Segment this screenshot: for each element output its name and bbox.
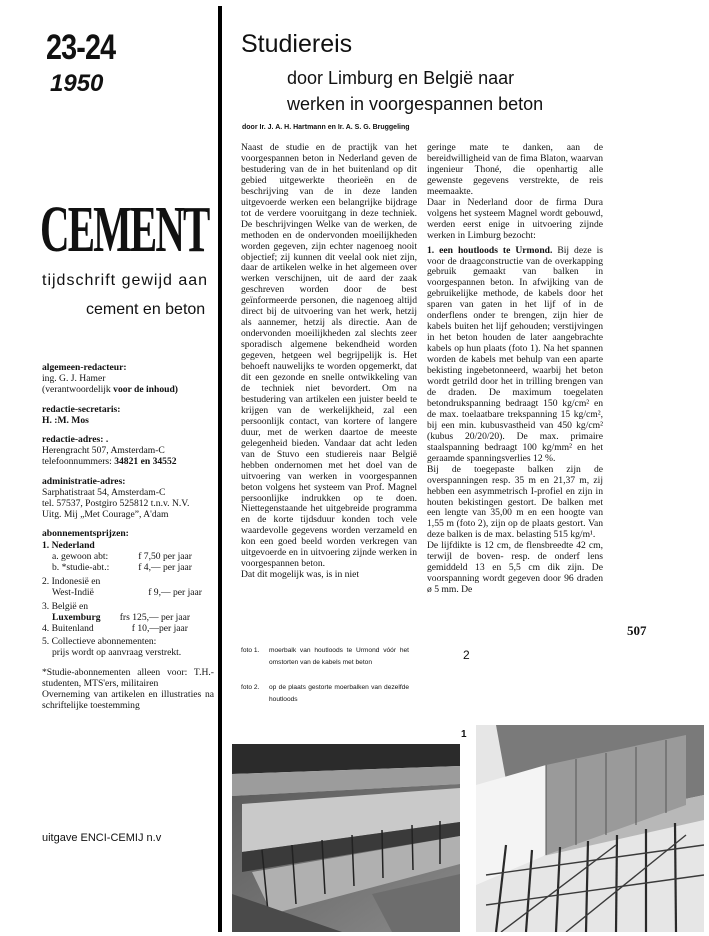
admin-heading: administratie-adres:	[42, 475, 126, 487]
col2-intro: geringe mate te danken, aan de bereidwilligheid van de fima Blaton, waarvan ingenieur Thoné, die openhartig alle gewenste gegevens verstrekte, de reis meemaakte.	[427, 142, 603, 197]
prices-heading: abonnementsprijzen:	[42, 528, 129, 540]
article-column-2	[427, 143, 603, 596]
photo-2-formwork	[476, 725, 704, 932]
collective-label: 5. Collectieve abonnementen:	[42, 636, 157, 648]
price-abroad-label: 4. Buitenland	[42, 623, 94, 635]
article-title: Studiereis	[241, 30, 353, 58]
price-indo	[42, 587, 202, 598]
masthead	[42, 362, 214, 711]
caption-2-number: foto 2.	[241, 684, 260, 691]
col2-paragraph-3	[427, 246, 603, 465]
secretary-heading: redactie-secretaris:	[42, 403, 121, 415]
price-nl-a-label: a. gewoon abt:	[52, 550, 109, 562]
col2-paragraph-4: Bij de toegepaste balken zijn de overspanningen resp. 35 m en 21,37 m, zij hebben een asymmetrisch I-profiel en zijn in houten bekistingen gestort. De balken met een lengte van 35,00 m en een hoogte van 1,55 m (foto 2), zijn op de plaats gestort. Van deze balken is de max. belasting 515 kg/m¹.	[427, 463, 603, 541]
article-authors: door Ir. J. A. H. Hartmann en Ir. A. S. G. Bruggeling	[242, 124, 410, 131]
photo-2-label: 2	[463, 648, 470, 662]
price-abroad-value: f 10,—per jaar	[131, 623, 188, 635]
article-column-1	[241, 143, 417, 581]
editor-note	[42, 384, 214, 395]
editor-note-text: (verantwoordelijk	[42, 384, 114, 396]
caption-photo-2	[241, 682, 413, 706]
price-indo-label-2: West-Indië	[52, 587, 94, 599]
publisher-line: uitgave ENCI-CEMIJ n.v	[42, 832, 162, 844]
price-nl-a-value: f 7,50 per jaar	[138, 550, 192, 562]
col2-paragraph-5: De lijfdikte is 12 cm, de flensbreedte 42 cm, terwijl de boven- resp. de onderf lens gemiddeld 13 en 5,5 cm dik zijn. De voorspanning wordt gegeven door 96 draden ø 5 mm. De	[427, 540, 603, 596]
phone-label: telefoonnummers:	[42, 456, 115, 468]
price-nl-b	[42, 562, 192, 573]
price-nl-label: 1. Nederland	[42, 539, 95, 551]
price-nl-b-label: b. *studie-abt.:	[52, 562, 110, 574]
col1-paragraph: Naast de studie en de practijk van het voorgespannen beton in Nederland geven de bestudering van de in het buitenland op dit gebied uitgewerkte theorieën en de beschrijving van de in deze landen uitgevoerde werken een belangrijke bijdrage tot de verdere vooruitgang in deze techniek. De beschrijvingen Welke van de werken, de methoden en de ondervonden moeilijkheden worden gegeven, zijn echter nagenoeg nooit objectief; zij kunnen dit veelal ook niet zijn, daar de artikelen welke in het algemeen over werken verschijnen, uit de aard der zaak geschreven worden door de best geïnformeerde personen, die nagenoeg altijd direct bij de uitvoering van het werk, hetzij als aannemer, hetzij als directie. Aan de ondervonden moeilijkheden zal slechts zeer sporadisch algemene bekendheid worden gegeven, hetgeen wel begrijpelijk is. Het behoeft nauwelijks te worden opgemerkt, dat dit een gezonde en snelle ontwikkeling van de techniek niet bevordert. Om na bestudering van artikelen een juister beeld te krijgen van de werkelijkheid, zal een persoonlijk contact, van kortere of langere duur, met de werken daartoe de meeste gelegenheid bieden. Vandaar dat acht leden van de Stuvo een studiereis naar België hebben ondernomen met het doel van de uitvoering van werken in voorgespannen beton volgens het systeem van Prof. Magnel persoonlijke indrukken op te doen. Niettegenstaande het uitgebreide programma en de korte tijdsduur konden toch vele waardevolle gegevens worden verzameld en kon een goed beeld worden verkregen van uitgevoerde en in uitvoering zijnde werken in voorgespannen beton.	[241, 142, 417, 570]
col2-section-text: Bij deze is voor de draagconstructie van de overkapping gebruik gemaakt van balken in voorgespannen beton. In afwijking van de gebruikelijke methode, de kabels door het sparen van gaten in het lijf of in de onderflens onder te brengen, zijn hier de kabels buiten het lijf gehouden; verstijvingen in het beton houden de later aangebrachte kabels op hun plaats (foto 1). Na het spannen worden de kabels met behulp van een aparte bekisting ingebetonneerd, waarbij het beton wordt getrild door het in trilling brengen van de draden. De maximum toegelaten betondrukspanning bedraagt 150 kg/cm² en de max. toelaatbare trekspanning 15 kg/cm², bij een min. kubusvastheid van 450 kg/cm² (kubus 20/20/20). De max. primaire staalspanning bedraagt 100 kg/mm² en het geraamde spanningsverlies 12 %.	[427, 244, 603, 464]
collective-note: prijs wordt op aanvraag verstrekt.	[52, 647, 182, 659]
caption-1-text: moerbalk van houtloods te Urmond vóór het omstorten van de kabels met beton	[269, 647, 409, 666]
article-subtitle-line-2: werken in voorgespannen beton	[287, 94, 544, 114]
magazine-logo: CEMENT	[40, 193, 209, 266]
col2-paragraph-2: Daar in Nederland door de firma Dura volgens het systeem Magnel wordt gebouwd, werden eerst enige in uitvoering zijnde werken in Limburg bezocht:	[427, 196, 603, 241]
reprint-note: Overneming van artikelen en illustraties na schriftelijke toestemming	[42, 689, 214, 712]
editor-heading: algemeen-redacteur:	[42, 362, 127, 373]
tagline-line-2: cement en beton	[86, 301, 206, 318]
student-note: *Studie-abonnementen alleen voor: T.H.-studenten, MTS'ers, militairen	[42, 666, 214, 689]
photo-1-label: 1	[461, 729, 467, 740]
page-number: 507	[627, 623, 647, 638]
caption-1-number: foto 1.	[241, 647, 260, 654]
price-indo-value: f 9,— per jaar	[148, 587, 202, 599]
article-subtitle-line-1: door Limburg en België naar	[287, 68, 515, 88]
phone-line	[42, 456, 214, 467]
price-be	[42, 612, 214, 623]
address-heading: redactie-adres: .	[42, 434, 109, 446]
price-be-value-a: frs 125,	[119, 611, 150, 623]
col1-last-line: Dat dit mogelijk was, is in niet	[241, 569, 360, 581]
price-nl-b-value: f 4,— per jaar	[138, 562, 192, 574]
price-nl-a	[42, 551, 192, 562]
issue-year: 1950	[50, 70, 104, 97]
phone-numbers: 34821 en 34552	[114, 456, 177, 468]
price-be-value-b: — per jaar	[149, 611, 191, 623]
admin-line-2: tel. 57537, Postgiro 525812 t.n.v. N.V.	[42, 498, 190, 510]
editor-name: ing. G. J. Hamer	[42, 373, 106, 385]
photo-1-beam	[232, 744, 460, 932]
secretary-name: H. :M. Mos	[42, 414, 89, 426]
vertical-divider	[218, 6, 222, 932]
caption-2-text: op de plaats gestorte moerbalken van dezelfde houtloods	[269, 684, 409, 703]
issue-number: 23-24	[46, 28, 116, 67]
price-abroad	[42, 623, 188, 634]
price-indo-label: 2. Indonesië en	[42, 576, 101, 588]
col2-section-heading: 1. een houtloods te Urmond.	[427, 244, 553, 256]
tagline-line-1: tijdschrift gewijd aan	[42, 272, 209, 289]
admin-line-1: Sarphatistraat 54, Amsterdam-C	[42, 486, 166, 498]
admin-line-3: Uitg. Mij „Met Courage”, A'dam	[42, 509, 169, 521]
caption-photo-1	[241, 645, 413, 669]
price-be-label-2: Luxemburg	[52, 611, 101, 623]
editor-note-bold: voor de inhoud)	[113, 384, 179, 396]
address-line: Herengracht 507, Amsterdam-C	[42, 445, 165, 457]
price-be-label: 3. België en	[42, 600, 89, 612]
